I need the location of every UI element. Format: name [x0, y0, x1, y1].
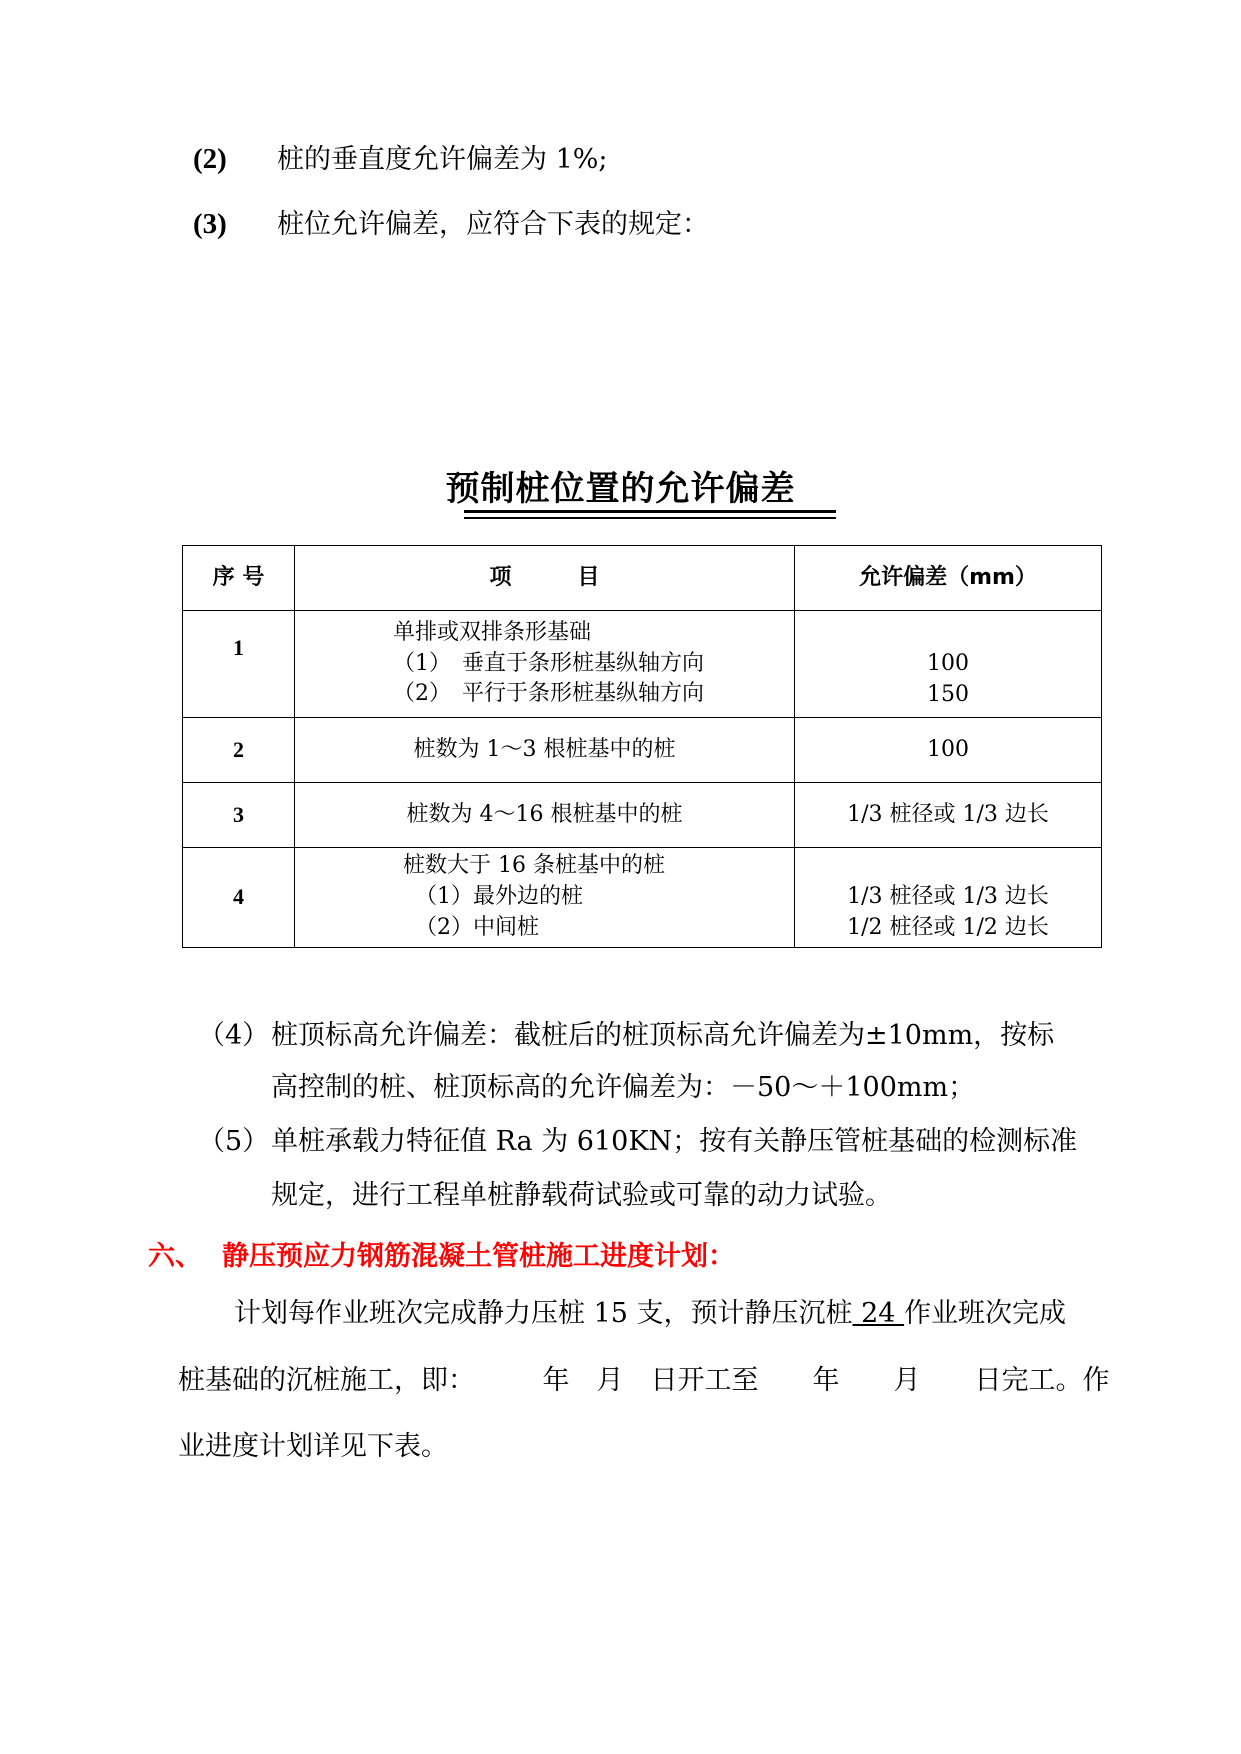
title-double-underline	[464, 510, 836, 519]
header-item: 项 目	[295, 546, 795, 611]
row-1-tol-line	[795, 618, 1101, 649]
table-row	[183, 611, 1102, 718]
row-4-tol-line	[795, 851, 1101, 882]
row-3-seq: 3	[183, 783, 295, 848]
row-1-seq: 1	[183, 611, 295, 718]
item-4-line-2: 高控制的桩、桩顶标高的允许偏差为：－50～＋100mm；	[271, 1072, 976, 1103]
tolerance-table	[182, 545, 1102, 948]
row-2-item: 桩数为 1～3 根桩基中的桩	[295, 718, 795, 783]
row-3-item: 桩数为 4～16 根桩基中的桩	[295, 783, 795, 848]
item-2-number: (2)	[193, 143, 227, 175]
schedule-paragraph-line-2: 桩基础的沉桩施工，即： 年 月 日开工至 年 月 日完工。作	[178, 1365, 1110, 1396]
item-4-number: （4）	[198, 1020, 270, 1051]
section-6-number: 六、	[148, 1241, 202, 1272]
table-header-row	[183, 546, 1102, 611]
table-row	[183, 783, 1102, 848]
row-1-tolerance	[795, 611, 1102, 718]
row-1-item	[295, 611, 795, 718]
row-1-item-line: （2） 平行于条形桩基纵轴方向	[393, 681, 704, 707]
item-5-line-1: 单桩承载力特征值 Ra 为 610KN；按有关静压管桩基础的检测标准	[271, 1126, 1078, 1157]
row-4-tolerance	[795, 848, 1102, 948]
row-4-item-line: （2）中间桩	[415, 914, 539, 940]
header-tolerance: 允许偏差（mm）	[795, 546, 1102, 611]
row-1-tol-line: 100	[927, 650, 969, 676]
row-4-tol-line: 1/2 桩径或 1/2 边长	[847, 915, 1049, 940]
schedule-paragraph-line-3: 业进度计划详见下表。	[178, 1431, 448, 1462]
row-4-item-line: （1）最外边的桩	[415, 884, 583, 910]
shift-count-blank: 24	[852, 1298, 905, 1329]
item-2-text: 桩的垂直度允许偏差为 1%;	[277, 144, 608, 175]
table-row	[183, 848, 1102, 948]
row-1-tol-line: 150	[927, 681, 969, 707]
schedule-paragraph-line-1	[234, 1299, 1066, 1329]
schedule-text: 计划每作业班次完成静力压桩 15 支，预计静压沉桩	[234, 1298, 853, 1329]
table-title: 预制桩位置的允许偏差	[445, 469, 796, 509]
item-3-text: 桩位允许偏差，应符合下表的规定：	[277, 209, 709, 240]
row-4-item	[295, 848, 795, 948]
row-2-tolerance: 100	[795, 718, 1102, 783]
row-4-tol-line: 1/3 桩径或 1/3 边长	[847, 884, 1049, 910]
item-5-number: （5）	[198, 1126, 270, 1157]
item-4-line-1: 桩顶标高允许偏差：截桩后的桩顶标高允许偏差为±10mm，按标	[271, 1020, 1055, 1051]
row-2-seq: 2	[183, 718, 295, 783]
item-5-line-2: 规定，进行工程单桩静载荷试验或可靠的动力试验。	[271, 1180, 892, 1211]
row-3-tolerance: 1/3 桩径或 1/3 边长	[795, 783, 1102, 848]
table-row	[183, 718, 1102, 783]
row-4-seq: 4	[183, 848, 295, 948]
row-4-item-line: 桩数大于 16 条桩基中的桩	[403, 853, 665, 879]
header-seq: 序 号	[183, 546, 295, 611]
row-1-item-line: 单排或双排条形基础	[393, 619, 592, 645]
section-6-heading: 静压预应力钢筋混凝土管桩施工进度计划：	[222, 1241, 735, 1272]
item-3-number: (3)	[193, 208, 227, 240]
row-1-item-line: （1） 垂直于条形桩基纵轴方向	[393, 650, 704, 676]
schedule-text: 作业班次完成	[904, 1298, 1067, 1329]
